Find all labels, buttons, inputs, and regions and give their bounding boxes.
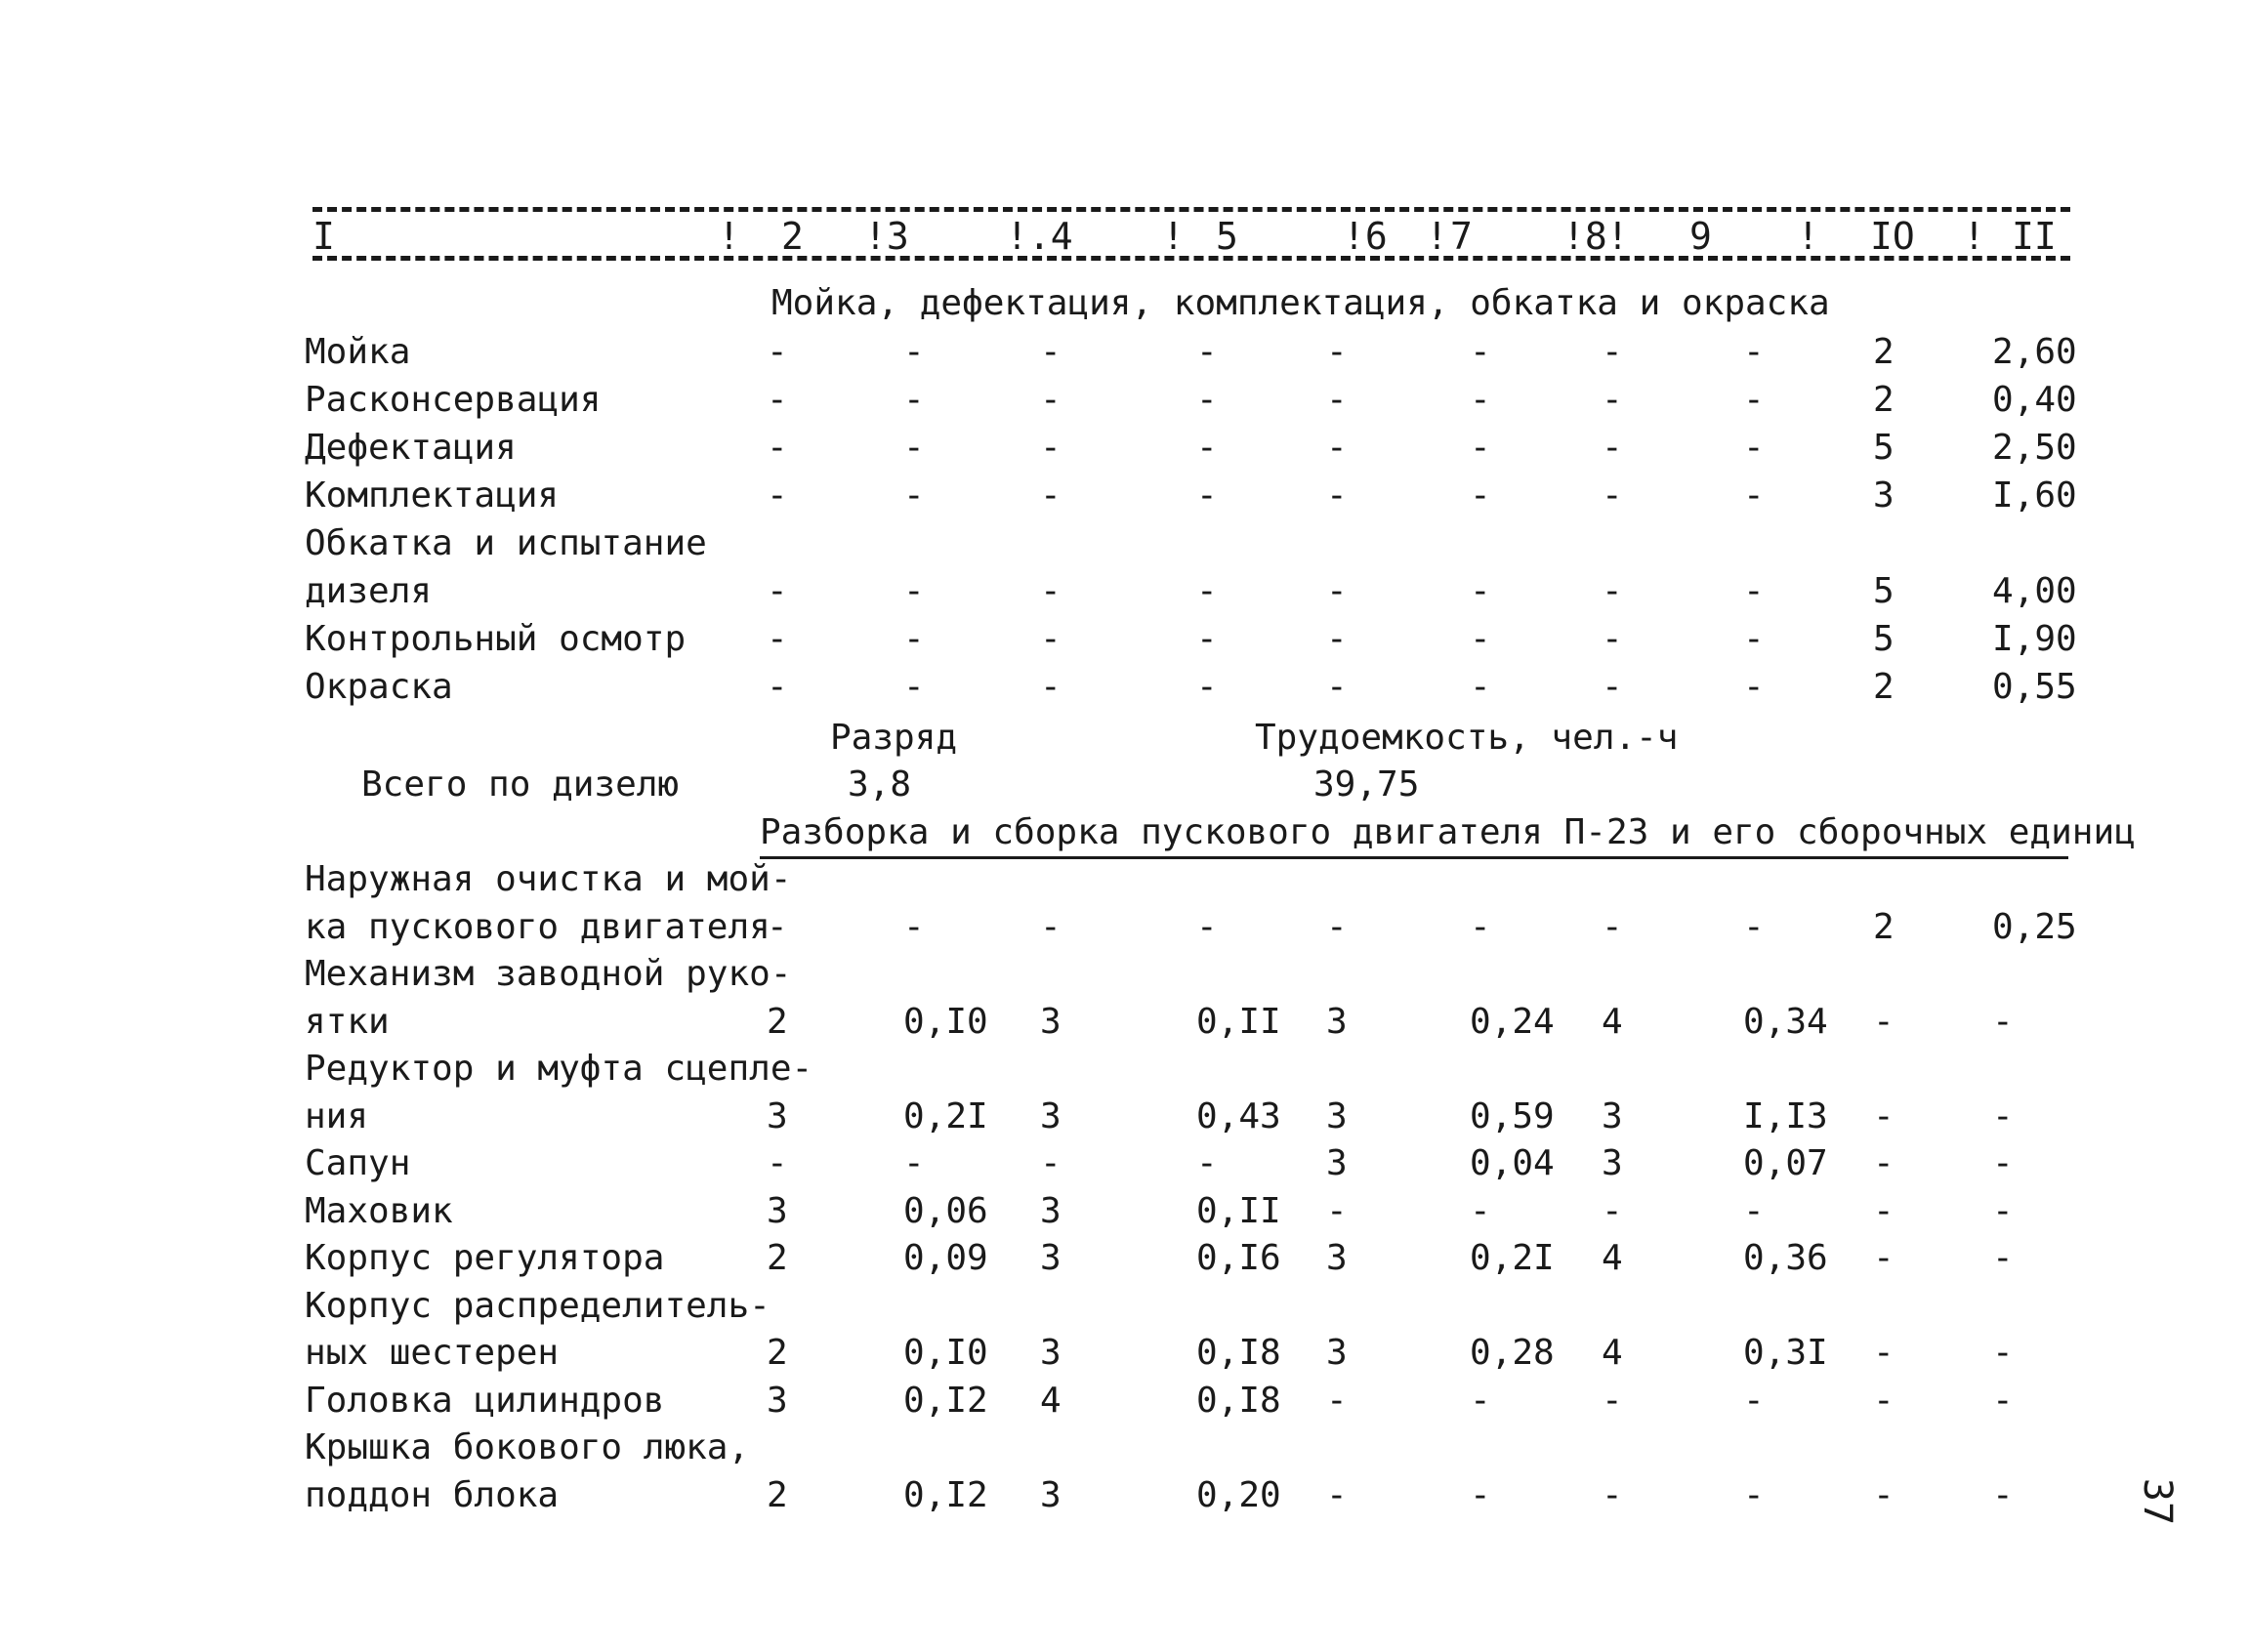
totals-rank-value: 3,8 bbox=[848, 764, 912, 805]
table-cell: 0,55 bbox=[1992, 667, 2077, 707]
table-cell: 0,I2 bbox=[903, 1380, 988, 1421]
row-label: Расконсервация bbox=[305, 380, 602, 420]
totals-label: Всего по дизелю bbox=[361, 764, 680, 805]
table-cell: 5 bbox=[1873, 619, 1895, 659]
table-cell: - bbox=[1602, 1380, 1623, 1421]
table-cell: - bbox=[903, 380, 925, 420]
table-cell: - bbox=[1196, 571, 1218, 611]
table-cell: 0,2I bbox=[903, 1095, 988, 1136]
table-cell: - bbox=[1196, 906, 1218, 947]
table-cell: - bbox=[767, 1143, 788, 1183]
table-cell: - bbox=[1873, 1474, 1895, 1515]
table-cell: 0,07 bbox=[1743, 1143, 1828, 1183]
table-cell: 0,36 bbox=[1743, 1238, 1828, 1278]
table-cell: 0,25 bbox=[1992, 906, 2077, 947]
row-label: ния bbox=[305, 1095, 369, 1136]
table-cell: 4 bbox=[1602, 1333, 1623, 1373]
row-label: Обкатка и испытание bbox=[305, 523, 707, 563]
table-cell: - bbox=[1602, 428, 1623, 468]
table-cell: - bbox=[1470, 332, 1491, 372]
table-cell: - bbox=[1326, 619, 1348, 659]
table-cell: 3 bbox=[1040, 1238, 1062, 1278]
row-label: Дефектация bbox=[305, 428, 517, 468]
row-label: Головка цилиндров bbox=[305, 1380, 665, 1421]
table-cell: - bbox=[1743, 906, 1765, 947]
table-cell: 4,00 bbox=[1992, 571, 2077, 611]
table-cell: 3 bbox=[1040, 1095, 1062, 1136]
table-cell: - bbox=[1040, 619, 1062, 659]
table-cell: - bbox=[903, 475, 925, 516]
table-cell: - bbox=[1873, 1095, 1895, 1136]
row-label: Наружная очистка и мой- bbox=[305, 859, 792, 899]
table-cell: - bbox=[1743, 1474, 1765, 1515]
table-cell: - bbox=[1326, 906, 1348, 947]
table-cell: - bbox=[1602, 1474, 1623, 1515]
row-label: Контрольный осмотр bbox=[305, 619, 687, 659]
table-cell: - bbox=[1992, 1333, 2014, 1373]
table-cell: - bbox=[1326, 571, 1348, 611]
table-cell: 3 bbox=[1602, 1143, 1623, 1183]
section2-title: Разборка и сборка пускового двигателя П-23 и его сборочных единиц bbox=[760, 812, 2068, 859]
table-cell: I,60 bbox=[1992, 475, 2077, 516]
header-col-2: 2 bbox=[781, 215, 804, 258]
header-col-15: ! bbox=[1963, 215, 1985, 258]
table-cell: 2 bbox=[767, 1333, 788, 1373]
row-label: Окраска bbox=[305, 667, 453, 707]
table-cell: - bbox=[1470, 1474, 1491, 1515]
table-cell: - bbox=[1326, 428, 1348, 468]
table-cell: - bbox=[903, 667, 925, 707]
row-label: дизеля bbox=[305, 571, 433, 611]
table-cell: 2 bbox=[767, 1001, 788, 1042]
header-col-3: !3 bbox=[864, 215, 909, 258]
table-cell: 0,I0 bbox=[903, 1333, 988, 1373]
table-cell: 2 bbox=[1873, 667, 1895, 707]
table-cell: 2 bbox=[1873, 906, 1895, 947]
table-cell: 2 bbox=[1873, 380, 1895, 420]
table-cell: - bbox=[1470, 475, 1491, 516]
table-cell: - bbox=[1602, 332, 1623, 372]
table-cell: - bbox=[1743, 332, 1765, 372]
table-cell: - bbox=[1992, 1095, 2014, 1136]
table-cell: - bbox=[1040, 667, 1062, 707]
row-label: Комплектация bbox=[305, 475, 560, 516]
table-cell: 2 bbox=[767, 1238, 788, 1278]
row-label: Мойка bbox=[305, 332, 411, 372]
table-cell: - bbox=[1040, 1143, 1062, 1183]
table-cell: 0,09 bbox=[903, 1238, 988, 1278]
table-cell: - bbox=[1602, 906, 1623, 947]
header-top-rule bbox=[312, 207, 2070, 212]
table-cell: - bbox=[1602, 475, 1623, 516]
table-cell: 0,II bbox=[1196, 1001, 1281, 1042]
table-cell: 0,I8 bbox=[1196, 1333, 1281, 1373]
header-col-9: 7 bbox=[1450, 215, 1473, 258]
table-cell: 4 bbox=[1602, 1001, 1623, 1042]
table-cell: - bbox=[1470, 619, 1491, 659]
table-cell: - bbox=[1743, 1190, 1765, 1231]
table-cell: - bbox=[1470, 1380, 1491, 1421]
table-cell: 2,50 bbox=[1992, 428, 2077, 468]
header-col-16: II bbox=[2012, 215, 2057, 258]
table-cell: - bbox=[767, 380, 788, 420]
table-cell: - bbox=[1873, 1001, 1895, 1042]
table-cell: - bbox=[1040, 380, 1062, 420]
table-cell: 0,II bbox=[1196, 1190, 1281, 1231]
table-cell: 0,20 bbox=[1196, 1474, 1281, 1515]
table-cell: - bbox=[1326, 667, 1348, 707]
table-cell: 2 bbox=[767, 1474, 788, 1515]
table-cell: - bbox=[1196, 475, 1218, 516]
table-cell: 0,06 bbox=[903, 1190, 988, 1231]
table-cell: 3 bbox=[1326, 1333, 1348, 1373]
section1-title: Мойка, дефектация, комплектация, обкатка и окраска bbox=[771, 283, 1830, 323]
table-cell: - bbox=[1992, 1001, 2014, 1042]
header-col-4: !.4 bbox=[1006, 215, 1073, 258]
table-cell: - bbox=[1873, 1190, 1895, 1231]
table-cell: 4 bbox=[1040, 1380, 1062, 1421]
table-cell: 0,I0 bbox=[903, 1001, 988, 1042]
totals-labor-value: 39,75 bbox=[1313, 764, 1420, 805]
table-cell: 3 bbox=[1326, 1001, 1348, 1042]
table-cell: - bbox=[1040, 906, 1062, 947]
table-cell: - bbox=[1992, 1474, 2014, 1515]
table-cell: - bbox=[1743, 380, 1765, 420]
table-cell: 0,43 bbox=[1196, 1095, 1281, 1136]
table-cell: - bbox=[1040, 475, 1062, 516]
table-cell: 3 bbox=[767, 1095, 788, 1136]
table-cell: 3 bbox=[1040, 1001, 1062, 1042]
table-cell: - bbox=[1470, 428, 1491, 468]
table-cell: - bbox=[1743, 428, 1765, 468]
table-cell: I,I3 bbox=[1743, 1095, 1828, 1136]
table-cell: - bbox=[1470, 380, 1491, 420]
row-label: поддон блока bbox=[305, 1474, 560, 1515]
table-cell: - bbox=[1040, 571, 1062, 611]
table-cell: - bbox=[1602, 571, 1623, 611]
table-cell: - bbox=[1743, 667, 1765, 707]
row-label: ятки bbox=[305, 1001, 390, 1042]
table-cell: - bbox=[1040, 428, 1062, 468]
table-cell: - bbox=[1602, 619, 1623, 659]
header-col-11: ! bbox=[1606, 215, 1629, 258]
table-cell: - bbox=[1873, 1333, 1895, 1373]
table-cell: - bbox=[1196, 1143, 1218, 1183]
table-cell: 2,60 bbox=[1992, 332, 2077, 372]
table-cell: - bbox=[903, 428, 925, 468]
table-cell: - bbox=[1196, 619, 1218, 659]
table-cell: 3 bbox=[1326, 1238, 1348, 1278]
table-cell: 3 bbox=[1326, 1143, 1348, 1183]
table-cell: 0,2I bbox=[1470, 1238, 1555, 1278]
table-cell: - bbox=[903, 332, 925, 372]
table-cell: - bbox=[1992, 1380, 2014, 1421]
table-cell: - bbox=[1873, 1380, 1895, 1421]
table-cell: - bbox=[1743, 619, 1765, 659]
table-cell: - bbox=[903, 1143, 925, 1183]
table-cell: 3 bbox=[767, 1190, 788, 1231]
header-col-1: ! bbox=[718, 215, 740, 258]
table-cell: - bbox=[1992, 1238, 2014, 1278]
row-label: Редуктор и муфта сцепле- bbox=[305, 1049, 813, 1089]
table-cell: - bbox=[1196, 332, 1218, 372]
table-cell: 5 bbox=[1873, 428, 1895, 468]
header-col-0: I bbox=[312, 215, 335, 258]
table-cell: - bbox=[1873, 1238, 1895, 1278]
header-col-12: 9 bbox=[1689, 215, 1712, 258]
table-cell: 0,I2 bbox=[903, 1474, 988, 1515]
table-cell: - bbox=[1326, 1190, 1348, 1231]
table-cell: - bbox=[1470, 906, 1491, 947]
table-cell: 4 bbox=[1602, 1238, 1623, 1278]
table-cell: 0,I8 bbox=[1196, 1380, 1281, 1421]
table-cell: 3 bbox=[1040, 1474, 1062, 1515]
header-col-14: IO bbox=[1870, 215, 1915, 258]
table-cell: 3 bbox=[767, 1380, 788, 1421]
table-cell: - bbox=[903, 571, 925, 611]
table-cell: 3 bbox=[1873, 475, 1895, 516]
table-cell: - bbox=[767, 906, 788, 947]
table-cell: 0,24 bbox=[1470, 1001, 1555, 1042]
table-cell: 2 bbox=[1873, 332, 1895, 372]
row-label: ка пускового двигателя bbox=[305, 906, 770, 947]
table-cell: 0,I6 bbox=[1196, 1238, 1281, 1278]
table-cell: - bbox=[1992, 1190, 2014, 1231]
page-number: 37 bbox=[2135, 1477, 2181, 1526]
header-col-10: !8 bbox=[1562, 215, 1607, 258]
totals-labor-label: Трудоемкость, чел.-ч bbox=[1255, 718, 1679, 758]
table-cell: - bbox=[1196, 667, 1218, 707]
row-label: Крышка бокового люка, bbox=[305, 1427, 750, 1467]
table-cell: - bbox=[903, 906, 925, 947]
table-cell: - bbox=[1470, 1190, 1491, 1231]
table-cell: - bbox=[1992, 1143, 2014, 1183]
table-cell: 5 bbox=[1873, 571, 1895, 611]
table-cell: - bbox=[1602, 380, 1623, 420]
table-cell: I,90 bbox=[1992, 619, 2077, 659]
row-label: Сапун bbox=[305, 1143, 411, 1183]
table-cell: - bbox=[1743, 1380, 1765, 1421]
row-label: Маховик bbox=[305, 1190, 453, 1231]
table-cell: 0,40 bbox=[1992, 380, 2077, 420]
table-cell: 0,59 bbox=[1470, 1095, 1555, 1136]
row-label: ных шестерен bbox=[305, 1333, 560, 1373]
table-cell: - bbox=[1326, 1380, 1348, 1421]
table-cell: 0,3I bbox=[1743, 1333, 1828, 1373]
table-cell: - bbox=[1470, 571, 1491, 611]
totals-rank-label: Разряд bbox=[830, 718, 958, 758]
header-col-7: !6 bbox=[1343, 215, 1388, 258]
table-cell: - bbox=[767, 428, 788, 468]
table-cell: - bbox=[1602, 667, 1623, 707]
table-cell: - bbox=[903, 619, 925, 659]
table-cell: - bbox=[1196, 428, 1218, 468]
table-cell: - bbox=[767, 332, 788, 372]
table-cell: 0,04 bbox=[1470, 1143, 1555, 1183]
table-cell: - bbox=[1196, 380, 1218, 420]
table-cell: - bbox=[1326, 1474, 1348, 1515]
table-cell: - bbox=[767, 571, 788, 611]
table-cell: 0,34 bbox=[1743, 1001, 1828, 1042]
row-label: Корпус распределитель- bbox=[305, 1285, 770, 1326]
table-cell: - bbox=[1326, 380, 1348, 420]
table-cell: - bbox=[767, 667, 788, 707]
row-label: Корпус регулятора bbox=[305, 1238, 665, 1278]
table-cell: - bbox=[1326, 332, 1348, 372]
header-col-6: 5 bbox=[1216, 215, 1238, 258]
table-cell: - bbox=[1743, 475, 1765, 516]
table-cell: 0,28 bbox=[1470, 1333, 1555, 1373]
table-cell: - bbox=[1326, 475, 1348, 516]
table-cell: 3 bbox=[1326, 1095, 1348, 1136]
table-cell: 3 bbox=[1040, 1190, 1062, 1231]
row-label: Механизм заводной руко- bbox=[305, 954, 792, 994]
table-cell: 3 bbox=[1040, 1333, 1062, 1373]
header-col-8: ! bbox=[1426, 215, 1448, 258]
table-cell: 3 bbox=[1602, 1095, 1623, 1136]
header-col-13: ! bbox=[1797, 215, 1819, 258]
table-cell: - bbox=[767, 619, 788, 659]
table-cell: - bbox=[1743, 571, 1765, 611]
table-cell: - bbox=[1873, 1143, 1895, 1183]
table-cell: - bbox=[1040, 332, 1062, 372]
table-cell: - bbox=[1602, 1190, 1623, 1231]
table-cell: - bbox=[1470, 667, 1491, 707]
header-col-5: ! bbox=[1162, 215, 1185, 258]
table-cell: - bbox=[767, 475, 788, 516]
